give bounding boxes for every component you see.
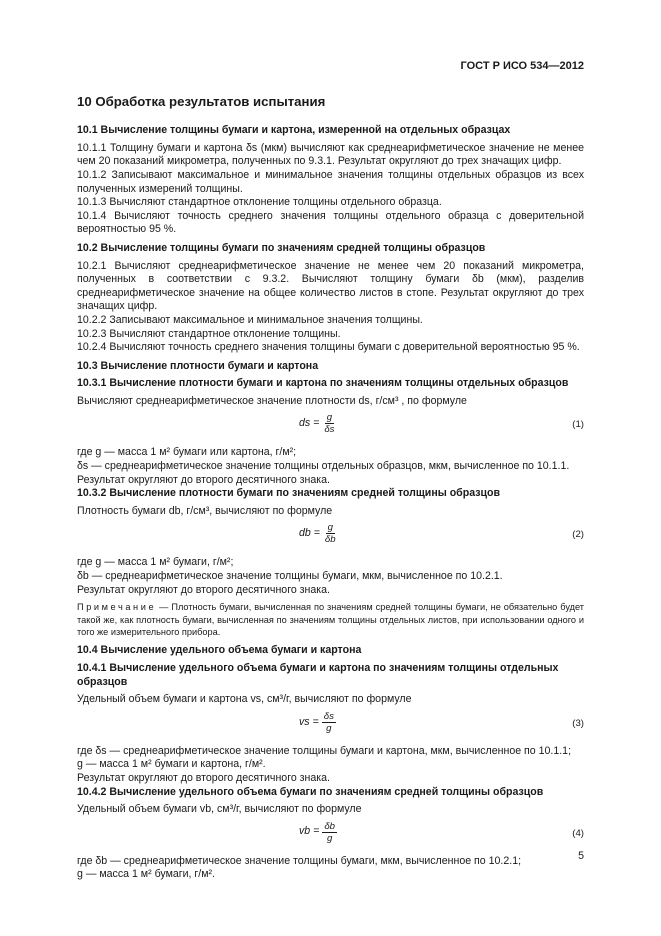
paragraph-10-3-1: Вычисляют среднеарифметическое значение плотности ds, г/см³ , по формуле bbox=[77, 394, 467, 407]
paragraph-10-1-4: 10.1.4 Вычисляют точность среднего значения толщины отдельного образца с доверительной вероятностью 95 %. bbox=[77, 209, 584, 236]
formula-4-fraction bbox=[322, 821, 337, 844]
heading-10-4: 10.4 Вычисление удельного объема бумаги и картона bbox=[77, 644, 362, 657]
formula-4-lhs: vb = bbox=[299, 825, 320, 838]
paragraph-10-3-2: Плотность бумаги db, г/см³, вычисляют по формуле bbox=[77, 504, 333, 517]
paragraph-10-2-4: 10.2.4 Вычисляют точность среднего значения толщины бумаги с доверительной вероятностью 95 %. bbox=[77, 341, 580, 354]
note-label: Примечание bbox=[77, 602, 157, 613]
where-3-g: g — масса 1 м² бумаги и картона, г/м². bbox=[77, 758, 266, 771]
heading-10-4-2: 10.4.2 Вычисление удельного объема бумаги по значениям средней толщины образцов bbox=[77, 785, 544, 798]
where-3-delta: где δs — среднеарифметическое значение толщины бумаги и картона, мкм, вычисленное по 10.1.1; bbox=[77, 744, 572, 757]
paragraph-10-4-1: Удельный объем бумаги и картона vs, см³/г, вычисляют по формуле bbox=[77, 693, 412, 706]
paragraph-10-2-2: 10.2.2 Записывают максимальное и минимальное значения толщины. bbox=[77, 313, 423, 326]
formula-3-numerator: δs bbox=[323, 710, 334, 722]
heading-10-1: 10.1 Вычисление толщины бумаги и картона, измеренной на отдельных образцах bbox=[77, 124, 511, 137]
formula-1-lhs: ds = bbox=[299, 417, 320, 430]
paragraph-10-1-1: 10.1.1 Толщину бумаги и картона δs (мкм) вычисляют как среднеарифметическое значение не менее чем 20 показаний микрометра, полученных по 9.3.1. Результат округляют до трех значащих цифр. bbox=[77, 141, 584, 168]
formula-4-number: (4) bbox=[572, 827, 584, 839]
formula-4-numerator: δb bbox=[324, 820, 335, 832]
where-4-delta: где δb — среднеарифметическое значение толщины бумаги, мкм, вычисленное по 10.2.1; bbox=[77, 854, 522, 867]
formula-1-numerator: g bbox=[326, 412, 333, 424]
formula-2-denominator: δb bbox=[324, 534, 336, 546]
formula-4-denominator: g bbox=[326, 832, 333, 844]
rounding-note-3: Результат округляют до второго десятичного знака. bbox=[77, 772, 330, 784]
note-text: — Плотность бумаги, вычисленная по значениям средней толщины бумаги, не обязательно будет такой же, как плотность бумаги, вычисленная по значениям толщины отдельных листов, при использовании одного и того же измерительного прибора. bbox=[77, 602, 584, 638]
formula-1-denominator: δs bbox=[324, 424, 335, 436]
formula-2-fraction bbox=[323, 522, 338, 545]
where-2-g: где g — масса 1 м² бумаги, г/м²; bbox=[77, 556, 234, 569]
heading-10-3-1: 10.3.1 Вычисление плотности бумаги и картона по значениям толщины отдельных образцов bbox=[77, 377, 569, 390]
heading-10-2: 10.2 Вычисление толщины бумаги по значениям средней толщины образцов bbox=[77, 241, 486, 254]
heading-10-3-2: 10.3.2 Вычисление плотности бумаги по значениям средней толщины образцов bbox=[77, 487, 500, 500]
formula-3 bbox=[77, 711, 584, 741]
formula-2-lhs: db = bbox=[299, 527, 320, 540]
rounding-note-1: Результат округляют до второго десятичного знака. bbox=[77, 473, 330, 486]
formula-2-number: (2) bbox=[572, 529, 584, 541]
formula-2 bbox=[77, 522, 584, 552]
where-4-g: g — масса 1 м² бумаги, г/м². bbox=[77, 868, 215, 881]
heading-10-3: 10.3 Вычисление плотности бумаги и картона bbox=[77, 359, 319, 372]
where-1-g: где g — масса 1 м² бумаги или картона, г/м²; bbox=[77, 446, 297, 459]
formula-4 bbox=[77, 821, 584, 851]
formula-1-number: (1) bbox=[572, 419, 584, 431]
paragraph-10-4-2: Удельный объем бумаги vb, см³/г, вычисляют по формуле bbox=[77, 803, 362, 816]
formula-1 bbox=[77, 412, 584, 442]
paragraph-10-1-2: 10.1.2 Записывают максимальное и минимальное значения толщины отдельных образцов из всех полученных измерений толщины. bbox=[77, 168, 584, 195]
formula-3-denominator: g bbox=[326, 722, 332, 734]
paragraph-10-2-3: 10.2.3 Вычисляют стандартное отклонение толщины. bbox=[77, 327, 341, 340]
heading-10-4-1: 10.4.1 Вычисление удельного объема бумаги и картона по значениям толщины отдельных образцов bbox=[77, 662, 559, 688]
section-title: 10 Обработка результатов испытания bbox=[77, 93, 326, 109]
where-1-delta: δs — среднеарифметическое значение толщины отдельных образцов, мкм, вычисленное по 10.1.1. bbox=[77, 460, 570, 473]
formula-2-numerator: g bbox=[327, 522, 333, 534]
formula-3-number: (3) bbox=[572, 717, 584, 729]
formula-3-fraction bbox=[322, 711, 336, 734]
formula-1-fraction bbox=[322, 412, 336, 435]
rounding-note-2: Результат округляют до второго десятичного знака. bbox=[77, 583, 330, 596]
formula-3-lhs: vs = bbox=[299, 715, 319, 728]
note-paragraph bbox=[77, 601, 584, 638]
paragraph-10-2-1: 10.2.1 Вычисляют среднеарифметическое значение не менее чем 20 показаний микрометра, полученных в соответствии с 9.3.2. Вычисляют толщину бумаги δb (мкм), разделив среднеарифметическое значение на общее количество листов в стопе. Результат округляют до трех значащих цифр. bbox=[77, 259, 584, 313]
paragraph-10-1-3: 10.1.3 Вычисляют стандартное отклонение толщины отдельного образца. bbox=[77, 196, 442, 209]
page-number: 5 bbox=[578, 850, 584, 862]
where-2-delta: δb — среднеарифметическое значение толщины бумаги, мкм, вычисленное по 10.2.1. bbox=[77, 570, 503, 583]
document-id: ГОСТ Р ИСО 534—2012 bbox=[460, 60, 584, 72]
